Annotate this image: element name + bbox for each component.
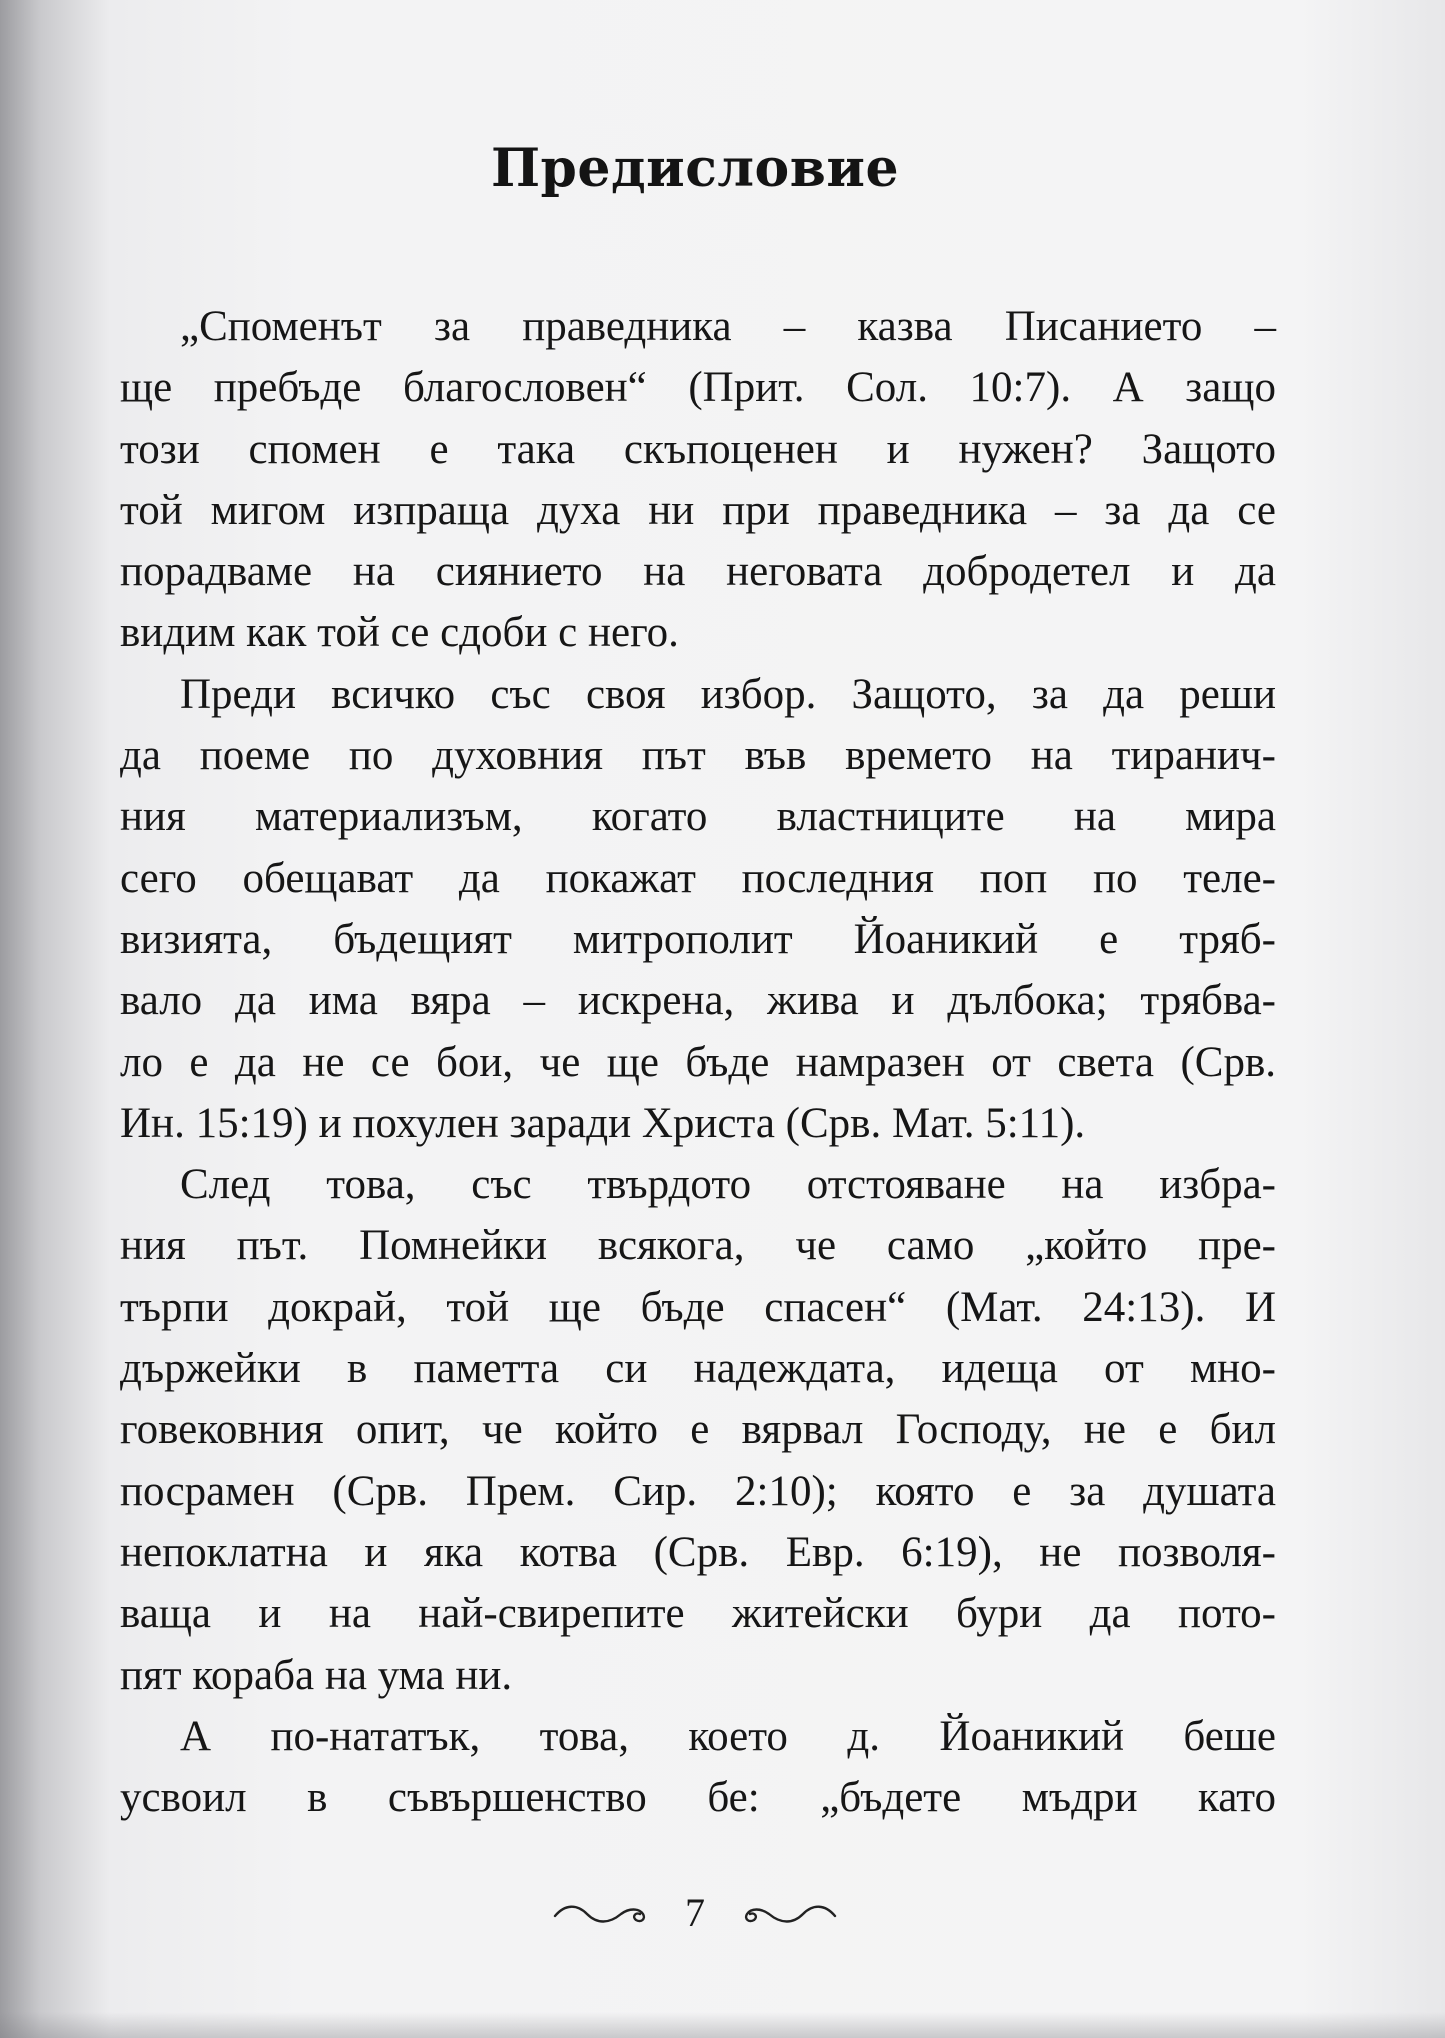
decorative-swirl-icon bbox=[551, 1898, 651, 1928]
text-line: сего обещават да покажат последния поп по теле- bbox=[120, 854, 1276, 902]
text-line: ваща и на най-свирепите житейски бури да пото- bbox=[120, 1590, 1276, 1638]
text-line: „Споменът за праведника – казва Писанието – bbox=[180, 303, 1276, 350]
text-line: търпи докрай, той ще бъде спасен“ (Мат. 24:13). И bbox=[120, 1283, 1276, 1331]
text-line: След това, със твърдото отстояване на избра- bbox=[180, 1161, 1276, 1209]
page-number: 7 bbox=[685, 1890, 705, 1936]
text-line: държейки в паметта си надеждата, идеща от мно- bbox=[120, 1345, 1276, 1393]
text-line: Преди всичко със своя избор. Защото, за да реши bbox=[180, 670, 1276, 718]
text-line: посрамен (Срв. Прем. Сир. 2:10); която е за душата bbox=[120, 1467, 1276, 1515]
text-line: да поеме по духовния път във времето на тиранич- bbox=[120, 732, 1276, 780]
text-line: порадваме на сиянието на неговата добродетел и да bbox=[120, 548, 1276, 596]
text-line: ния материализъм, когато властниците на мира bbox=[120, 793, 1276, 841]
text-line: той мигом изпраща духа ни при праведника – за да се bbox=[120, 486, 1276, 534]
text-line: ния път. Помнейки всякога, че само „който пре- bbox=[120, 1222, 1276, 1270]
text-line: пят кораба на ума ни. bbox=[120, 1651, 513, 1699]
body-text bbox=[120, 296, 1276, 1828]
text-line: говековния опит, че който е вярвал Господу, не е бил bbox=[120, 1406, 1276, 1454]
text-line: усвоил в съвършенство бе: „бъдете мъдри като bbox=[120, 1774, 1276, 1822]
text-line: ще пребъде благословен“ (Прит. Сол. 10:7). А защо bbox=[120, 364, 1276, 412]
decorative-swirl-icon bbox=[739, 1898, 839, 1928]
text-line: видим как той се сдоби с него. bbox=[120, 609, 679, 657]
page-title: Предисловие bbox=[490, 138, 900, 199]
text-line: Ин. 15:19) и похулен заради Христа (Срв. Мат. 5:11). bbox=[120, 1099, 1086, 1147]
text-line: този спомен е така скъпоценен и нужен? Защото bbox=[120, 425, 1276, 473]
page-shadow bbox=[0, 2012, 1445, 2038]
text-line: вало да има вяра – искрена, жива и дълбока; трябва- bbox=[120, 977, 1276, 1025]
page-footer bbox=[0, 1885, 1390, 1936]
text-line: ло е да не се бои, че ще бъде намразен от света (Срв. bbox=[120, 1038, 1276, 1086]
text-line: непоклатна и яка котва (Срв. Евр. 6:19), не позволя- bbox=[120, 1528, 1276, 1576]
text-line: А по-нататък, това, което д. Йоаникий беше bbox=[180, 1712, 1276, 1760]
text-line: визията, бъдещият митрополит Йоаникий е тряб- bbox=[120, 915, 1276, 963]
